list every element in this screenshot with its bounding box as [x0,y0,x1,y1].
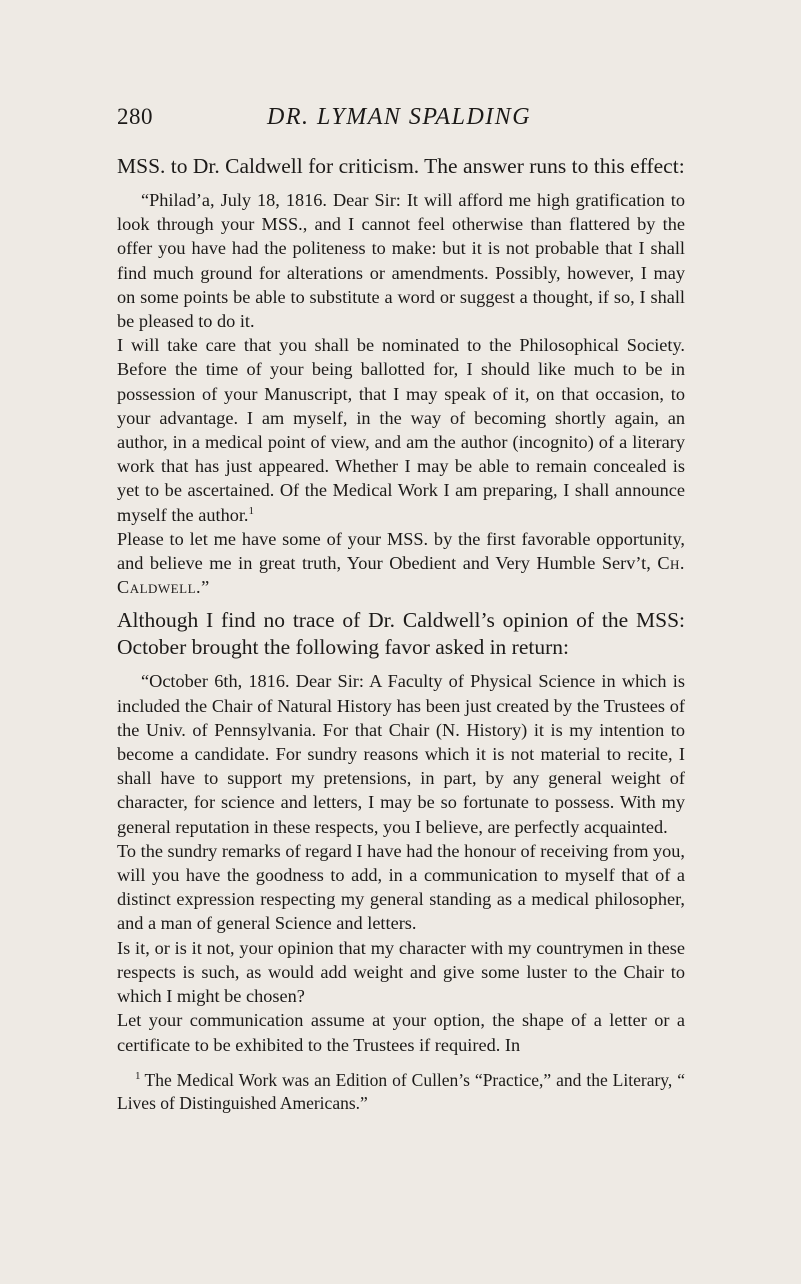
letter-paragraph: Is it, or is it not, your opinion that my character with my countrymen in these respects is such, as would add weight and give some luster to the Chair to which I might be chosen? [117,937,685,1007]
footnote-text: The Medical Work was an Edition of Cullen’s “Practice,” and the Literary, “ Lives of Distinguished Americans.” [117,1069,685,1113]
transition-paragraph: Although I find no trace of Dr. Caldwell’s opinion of the MSS: October brought the following favor asked in return: [117,608,685,660]
page-number: 280 [117,104,153,129]
letter-paragraph [117,527,685,600]
letter-paragraph-text: Please to let me have some of your MSS. by the first favorable opportunity, and believe me in great truth, Your Obedient and Very Humble Serv’t, [117,528,685,574]
letter-paragraph: To the sundry remarks of regard I have had the honour of receiving from you, will you have the goodness to add, in a communication to myself that of a distinct expression respecting my general standing as a medical philosopher, and a man of general Science and letters. [117,840,685,934]
intro-paragraph: MSS. to Dr. Caldwell for criticism. The answer runs to this effect: [117,154,685,178]
page-content [117,153,685,1115]
running-title: DR. LYMAN SPALDING [267,104,532,130]
letter-paragraph [117,333,685,527]
letter-signature: Ch. Caldwell. [117,553,685,598]
letter-paragraph: “Philad’a, July 18, 1816. Dear Sir: It will afford me high gratification to look through your MSS., and I cannot feel otherwise than flattered by the offer you have had the politeness to make: but it is not probable that I shall find much ground for alterations or amendments. Possibly, however, I may on some points be able to substitute a word or suggest a thought, if so, I shall be pleased to do it. [117,190,685,332]
caldwell-letter-october [117,669,685,1056]
footnote [117,1069,685,1115]
letter-paragraph: Let your communication assume at your option, the shape of a letter or a certificate to be exhibited to the Trustees if required. In [117,1010,685,1055]
footnote-mark: 1 [135,1069,141,1082]
caldwell-letter-july [117,188,685,599]
closing-quote: ” [201,577,210,598]
running-head [117,104,683,144]
letter-paragraph-text: I will take care that you shall be nominated to the Philosophical Society. Before the time of your being ballotted for, I should like much to be in possession of your Manuscript, that I may speak of it, on that occasion, to your advantage. I am myself, in the way of becoming shortly again, an author, in a medical point of view, and am the author (incognito) of a literary work that has just appeared. Whether I may be able to remain concealed is yet to be ascertained. Of the Medical Work I am preparing, I shall announce myself the author. [117,335,685,525]
footnote-reference: 1 [248,504,254,517]
letter-paragraph: “October 6th, 1816. Dear Sir: A Faculty of Physical Science in which is included the Chair of Natural History has been just created by the Trustees of the Univ. of Pennsylvania. For that Chair (N. History) it is my intention to become a candidate. For sundry reasons which it is not material to recite, I shall have to support my pretensions, in part, by any general weight of character, for science and letters, I may be so fortunate to possess. With my general reputation in these respects, you I believe, are perfectly acquainted. [117,671,685,837]
